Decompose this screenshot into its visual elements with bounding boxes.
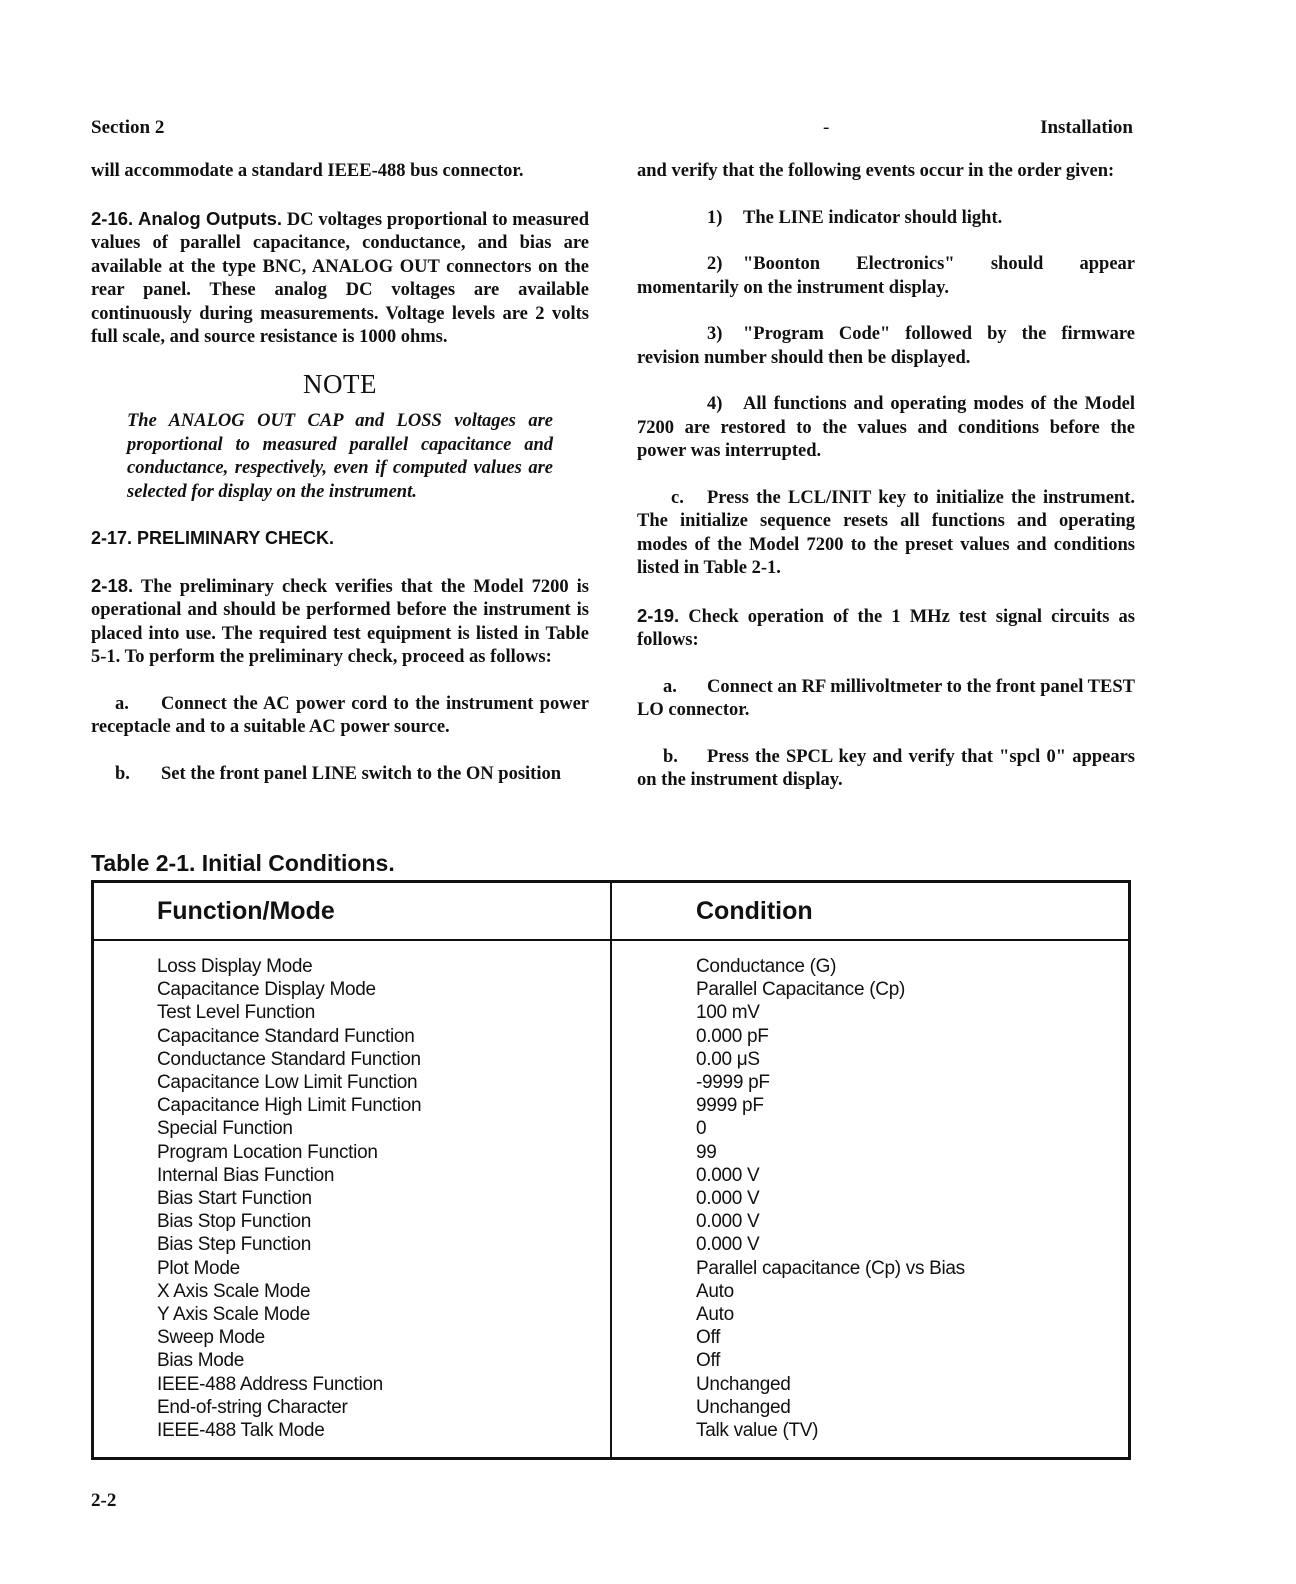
event-1 xyxy=(637,207,1135,231)
table-cell-condition: Off xyxy=(696,1350,721,1372)
step-a2 xyxy=(637,676,1135,723)
event-text: "Program Code" followed by the firmware revision number should then be displayed. xyxy=(637,324,1135,368)
table-header-function: Function/Mode xyxy=(157,897,335,925)
table-cell-condition: 0 xyxy=(696,1118,707,1140)
table-cell-function: Capacitance Display Mode xyxy=(157,979,376,1001)
page-number: 2-2 xyxy=(91,1490,117,1511)
left-column xyxy=(91,160,589,809)
table-cell-condition: 0.00 μS xyxy=(696,1048,760,1070)
table-cell-condition: 9999 pF xyxy=(696,1095,764,1117)
table-cell-condition: 0.000 V xyxy=(696,1211,760,1233)
table-cell-function: IEEE-488 Talk Mode xyxy=(157,1420,325,1442)
note-title: NOTE xyxy=(303,368,377,399)
table-cell-condition: Parallel Capacitance (Cp) xyxy=(696,979,905,1001)
table-header-divider xyxy=(94,939,1128,941)
table-cell-condition: Talk value (TV) xyxy=(696,1420,819,1442)
event-3 xyxy=(637,323,1135,370)
paragraph-2-19 xyxy=(637,604,1135,653)
step-text: Connect an RF millivoltmeter to the front panel TEST LO connector. xyxy=(637,676,1135,720)
step-label: b. xyxy=(663,746,678,767)
event-label: 2) xyxy=(707,254,723,274)
chapter-label: Installation xyxy=(1040,117,1133,138)
paragraph-2-18 xyxy=(91,574,589,670)
section-label: Section 2 xyxy=(91,117,165,138)
step-a xyxy=(91,693,589,740)
step-text: Press the LCL/INIT key to initialize the instrument. The initialize sequence resets all functions and operating modes of the Model 7200 to the preset values and conditions listed in Table 2-1. xyxy=(637,487,1135,578)
table-cell-function: Test Level Function xyxy=(157,1002,315,1024)
left-intro: will accommodate a standard IEEE-488 bus connector. xyxy=(91,161,524,181)
right-intro: and verify that the following events occur in the order given: xyxy=(637,161,1115,181)
event-text: The LINE indicator should light. xyxy=(743,207,1003,228)
table-cell-function: Program Location Function xyxy=(157,1141,378,1163)
step-label: c. xyxy=(671,487,684,508)
table-cell-condition: -9999 pF xyxy=(696,1072,770,1094)
table-cell-condition: Unchanged xyxy=(696,1373,791,1395)
step-label: b. xyxy=(115,763,130,784)
table-cell-condition: Auto xyxy=(696,1280,734,1302)
function-column xyxy=(157,955,421,1442)
event-2 xyxy=(637,253,1135,300)
table-cell-function: Bias Stop Function xyxy=(157,1211,312,1233)
event-label: 1) xyxy=(707,207,723,228)
table-header-condition: Condition xyxy=(696,897,813,925)
table-cell-condition: 0.000 V xyxy=(696,1234,760,1256)
condition-column xyxy=(696,955,965,1442)
step-text: Connect the AC power cord to the instrument power receptacle and to a suitable AC power source. xyxy=(91,693,589,737)
table-cell-function: Capacitance Standard Function xyxy=(157,1025,415,1047)
table-cell-function: Internal Bias Function xyxy=(157,1164,335,1186)
table-cell-function: Bias Start Function xyxy=(157,1188,312,1210)
table-cell-function: Capacitance Low Limit Function xyxy=(157,1072,418,1094)
step-text: Press the SPCL key and verify that "spcl 0" appears on the instrument display. xyxy=(637,746,1135,790)
table-cell-condition: 0.000 pF xyxy=(696,1025,769,1047)
table-cell-function: Sweep Mode xyxy=(157,1327,265,1349)
table-cell-condition: Auto xyxy=(696,1304,734,1326)
event-4 xyxy=(637,393,1135,464)
table-cell-function: Capacitance High Limit Function xyxy=(157,1095,422,1117)
table-cell-function: X Axis Scale Mode xyxy=(157,1280,311,1302)
right-column xyxy=(637,160,1135,816)
event-text: All functions and operating modes of the Model 7200 are restored to the values and conditions before the power was interrupted. xyxy=(637,394,1135,461)
paragraph-body: The preliminary check verifies that the Model 7200 is operational and should be performed before the instrument is placed into use. The required test equipment is listed in Table 5-1. To perform the preliminary check, proceed as follows: xyxy=(91,576,589,667)
table-cell-condition: Unchanged xyxy=(696,1396,791,1418)
paragraph-body: DC voltages proportional to measured values of parallel capacitance, conductance, and bias are available at the type BNC, ANALOG OUT connectors on the rear panel. These analog DC voltages are available continuously during measurements. Voltage levels are 2 volts full scale, and source resistance is 1000 ohms. xyxy=(91,209,590,347)
paragraph-number: 2-18. xyxy=(91,574,134,596)
table-cell-function: Bias Step Function xyxy=(157,1234,312,1256)
initial-conditions-table xyxy=(91,880,1131,1460)
paragraph-title: Analog Outputs. xyxy=(137,207,283,229)
table-cell-function: Conductance Standard Function xyxy=(157,1048,421,1070)
paragraph-2-16 xyxy=(91,207,589,350)
table-cell-function: Y Axis Scale Mode xyxy=(157,1304,310,1326)
table-cell-function: Bias Mode xyxy=(157,1350,245,1372)
header-dash: - xyxy=(823,117,830,138)
step-label: a. xyxy=(115,693,129,714)
table-cell-condition: 100 mV xyxy=(696,1002,760,1024)
step-b2 xyxy=(637,746,1135,793)
table-cell-function: End-of-string Character xyxy=(157,1396,348,1418)
paragraph-number: 2-19. xyxy=(637,604,680,626)
event-label: 4) xyxy=(707,394,723,414)
table-column-divider xyxy=(610,883,612,1457)
step-b xyxy=(91,763,589,787)
table-cell-condition: 99 xyxy=(696,1141,717,1163)
event-text: "Boonton Electronics" should appear momentarily on the instrument display. xyxy=(637,254,1135,298)
section-heading-2-17: 2-17. PRELIMINARY CHECK. xyxy=(91,528,335,548)
table-cell-function: Plot Mode xyxy=(157,1257,240,1279)
table-cell-condition: Conductance (G) xyxy=(696,956,837,977)
table-cell-condition: 0.000 V xyxy=(696,1188,760,1210)
table-title: Table 2-1. Initial Conditions. xyxy=(91,850,395,876)
step-text: Set the front panel LINE switch to the ON position xyxy=(161,763,561,784)
table-cell-condition: Parallel capacitance (Cp) vs Bias xyxy=(696,1257,965,1279)
table-cell-function: Loss Display Mode xyxy=(157,956,313,977)
table-cell-function: Special Function xyxy=(157,1118,293,1140)
step-c xyxy=(637,487,1135,581)
table-cell-condition: Off xyxy=(696,1327,721,1349)
step-label: a. xyxy=(663,676,677,697)
table-cell-condition: 0.000 V xyxy=(696,1164,760,1186)
paragraph-number: 2-16. xyxy=(91,207,134,229)
note-body: The ANALOG OUT CAP and LOSS voltages are proportional to measured parallel capacitance and conductance, respectively, even if computed values are selected for display on the instrument. xyxy=(127,411,553,502)
paragraph-body: Check operation of the 1 MHz test signal circuits as follows: xyxy=(637,606,1135,650)
event-label: 3) xyxy=(707,324,723,344)
table-cell-function: IEEE-488 Address Function xyxy=(157,1373,383,1395)
